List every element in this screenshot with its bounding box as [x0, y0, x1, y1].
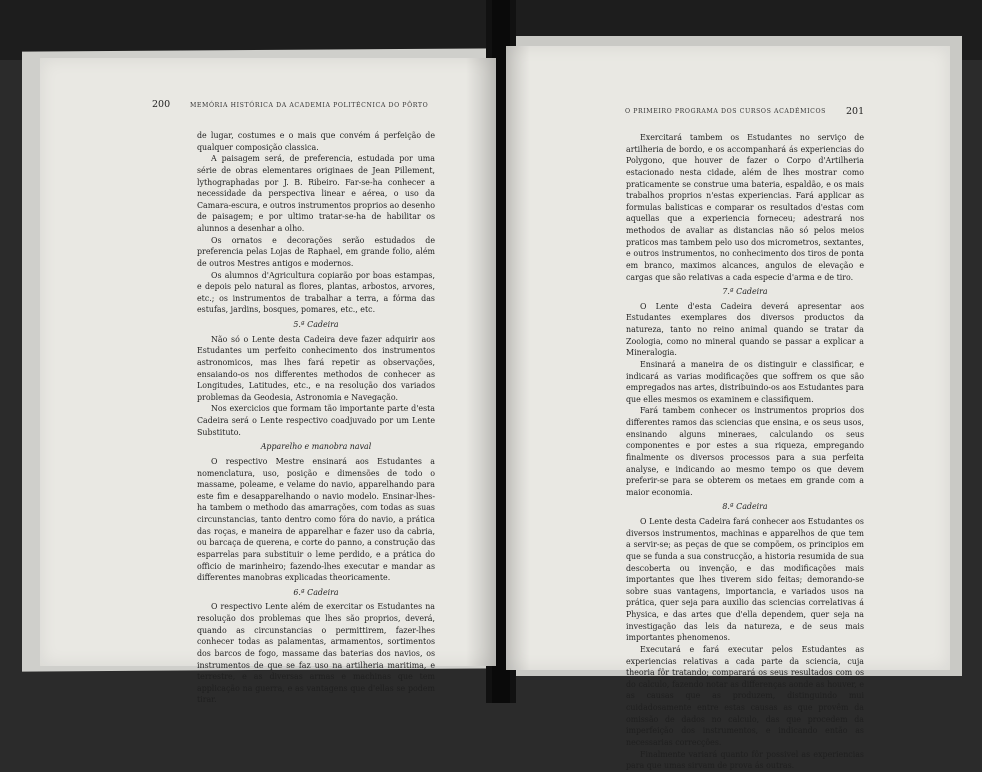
paragraph: Executará e fará executar pelos Estudantes as experiencias relativas a cada parte da sciencia, cuja theoria fôr tratando; comparará os seus resultados com os do calculo, fazendo notar as differenças aonde as houver, e as causas que as produzem, distinguindo mui cuidadosamente entre estas causas as que provêm da omissão de dados no calculo, das que procedem da imperfeição dos instrumentos, e indicando então as necessarias correcções. — [626, 644, 864, 747]
left-page-number: 200 — [152, 99, 171, 110]
left-page-body — [197, 130, 435, 706]
paragraph: Fará tambem conhecer os instrumentos proprios dos differentes ramos das sciencias que ensina, e os seus usos, ensinando alguns mineraes, calculando os seus componentes e por estes a sua riqueza, empregando finalmente os diversos processos para a sua perfeita analyse, e indicando ao mesmo tempo os que devem preferir-se para se obterem os metaes em grande com a maior economia. — [626, 406, 864, 497]
paragraph: O respectivo Lente além de exercitar os Estudantes na resolução dos problemas que lhes são proprios, deverá, quando as circunstancias o permittirem, fazer-lhes conhecer todas as palamentas, armamentos, sortimentos dos barcos de fogo, massame das baterias dos navios, os instrumentos de que se faz uso na artilheria maritima, e terrestre, e as diversas armas e machinas que tem applicação na guerra, e as vantagens que d'ellas se podem tirar. — [197, 602, 435, 705]
section-heading: 6.ª Cadeira — [293, 587, 339, 597]
right-page-number: 201 — [846, 106, 865, 117]
paragraph: Os ornatos e decorações serão estudados de preferencia pelas Lojas de Raphael, em grande folio, além de outros Mestres antigos e modernos. — [197, 235, 435, 268]
paragraph: A paisagem será, de preferencia, estudada por uma série de obras elementares originaes de Jean Pillement, lythographadas por J. B. Ribeiro. Far-se-ha conhecer a necessidade da perspectiva linear e aérea, o uso da Camara-escura, e outros instrumentos proprios ao desenho de paisagem; e por ultimo tratar-se-ha de habilitar os alunnos a desenhar a olho. — [197, 154, 435, 233]
left-page — [40, 58, 496, 705]
right-running-head: O PRIMEIRO PROGRAMA DOS CURSOS ACADÉMICOS — [625, 108, 826, 115]
paragraph: Nos exercicios que formam tão importante parte d'esta Cadeira será o Lente respectivo coadjuvado por um Lente Substituto. — [197, 404, 435, 437]
paragraph: Os alumnos d'Agricultura copiarão por boas estampas, e depois pelo natural as flores, plantas, arbostos, arvores, etc.; os instrumentos de trabalhar a terra, a fórma das estufas, jardins, bosques, pomares, etc., etc. — [197, 270, 435, 315]
section-heading: 8.ª Cadeira — [722, 502, 768, 512]
right-page — [506, 46, 950, 771]
left-running-head: MEMÓRIA HISTÓRICA DA ACADEMIA POLITÉCNICA DO PÔRTO — [190, 102, 429, 109]
right-gutter-shadow — [506, 46, 530, 670]
paragraph: Exercitará tambem os Estudantes no serviço de artilheria de bordo, e os accompanhará ás experiencias do Polygono, que houver de fazer o Corpo d'Artilheria estacionado nesta cidade, além de lhes mostrar como praticamente se construe uma bateria, espaldão, e os mais trabalhos proprios n'estas experiencias. Fará applicar as formulas balisticas e comparar os resultados d'estas com aquellas que a experiencia forneceu; adestrará nos methodos de avaliar as distancias não só pelos meios praticos mas tambem pelo uso dos micrometros, sextantes, e outros instrumentos, no conhecimento dos tiros de ponta em branco, maximos alcances, angulos de elevação e cargas que são relativas a cada especie d'arma e de tiro. — [626, 133, 864, 282]
section-heading: Apparelho e manobra naval — [260, 442, 372, 452]
right-page-body — [626, 132, 864, 772]
paragraph: Finalmente variará quanto fôr possivel as experiencias para que umas sirvam de prova ás outras. — [626, 749, 864, 771]
paragraph: O Lente d'esta Cadeira deverá apresentar aos Estudantes exemplares dos diversos productos da natureza, tanto no reino animal quando se tratar da Zoologia, como no mineral quando se passar a explicar a Mineralogia. — [626, 301, 864, 358]
section-heading: 7.ª Cadeira — [722, 287, 768, 297]
left-gutter-shadow — [466, 58, 496, 666]
section-heading: 5.ª Cadeira — [293, 320, 339, 329]
paragraph: O Lente desta Cadeira fará conhecer aos Estudantes os diversos instrumentos, machinas e apparelhos de que tem a servir-se; as peças de que se compõem, os principios em que se funda a sua construcção, a historia resumida de sua descoberta ou invenção, e das modificações mais importantes que lhes tiverem sido feitas; demorando-se sobre suas vantagens, importancia, e variados usos na prática, quer seja para auxilio das sciencias correlativas á Physica, e das artes que d'ella dependem, quer seja na investigação das leis da natureza, e de seus mais importantes phenomenos. — [626, 517, 864, 643]
paragraph: de lugar, costumes e o mais que convém á perfeição de qualquer composição classica. — [197, 131, 435, 152]
paragraph: Ensinará a maneira de os distinguir e classificar, e indicará as varias modificações que soffrem os que são empregados nas artes, distribuindo-os aos Estudantes para que elles mesmos os examinem e classifiquem. — [626, 359, 864, 404]
paragraph: Não só o Lente desta Cadeira deve fazer adquirir aos Estudantes um perfeito conhecimento dos instrumentos astronomicos, mas lhes fará repetir as observações, ensaiando-os nos differentes methodos de conhecer as Longitudes, Latitudes, etc., e na resolução dos variados problemas da Geodesia, Astronomia e Navegação. — [197, 334, 435, 402]
paragraph: O respectivo Mestre ensinará aos Estudantes a nomenclatura, uso, posição e dimensões de todo o massame, poleame, e velame do navio, apparelhando para este fim e desapparelhando o navio modelo. Ensinar-lhes-ha tambem o methodo das amarrações, com todas as suas circunstancias, tanto dentro como fóra do navio, a prática das roças, e maneira de apparelhar e fazer uso da cabria, ou barcaça de querena, e corte do panno, a construção das esparrelas para substituir o leme perdido, e a prática do officio de marinheiro; fazendo-lhes executar e mandar as differentes manobras explicadas theoricamente. — [197, 456, 435, 583]
